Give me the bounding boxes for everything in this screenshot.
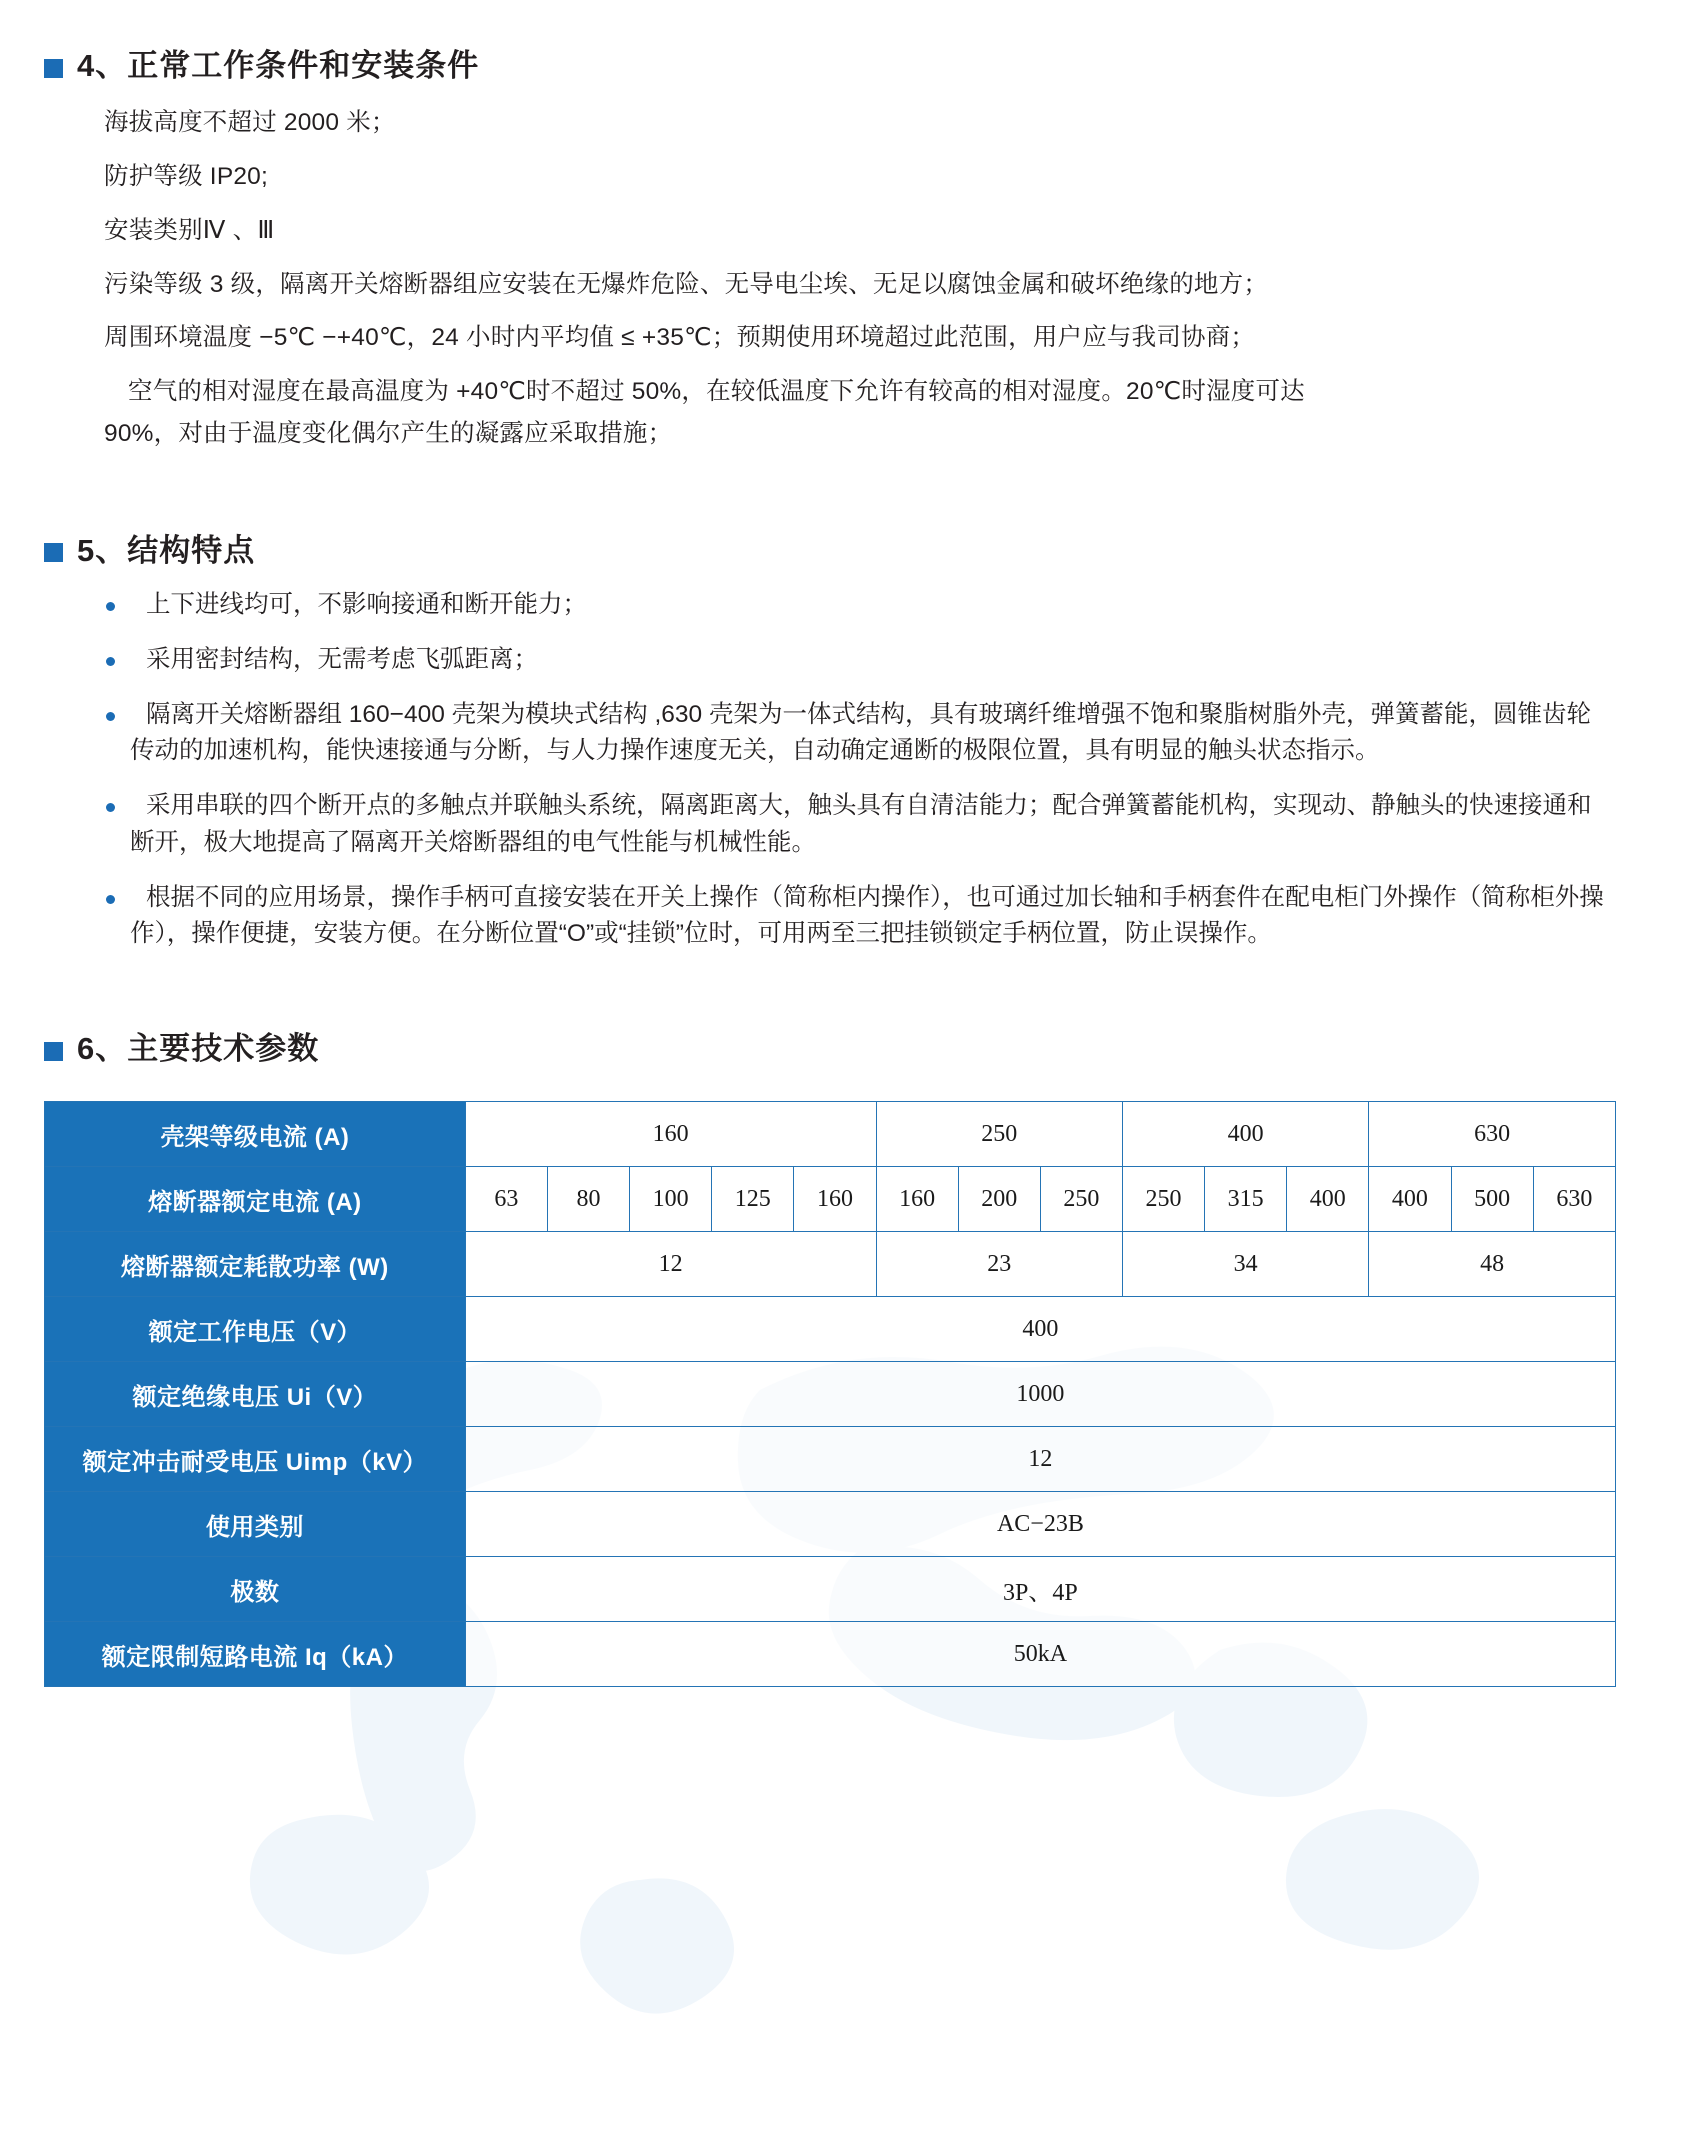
table-cell: 63 — [465, 1167, 547, 1232]
table-row — [45, 1427, 1616, 1492]
bullet-dot-icon — [106, 657, 115, 666]
table-row — [45, 1492, 1616, 1557]
spacer — [44, 471, 1640, 531]
table-row — [45, 1297, 1616, 1362]
section-5-title: 5、结构特点 — [77, 532, 256, 568]
paragraph: 空气的相对湿度在最高温度为 +40℃时不超过 50%，在较低温度下允许有较高的相对湿度。20℃时湿度可达 — [128, 378, 1305, 406]
table-cell: 34 — [1122, 1232, 1368, 1297]
section-4-title: 4、正常工作条件和安装条件 — [77, 48, 480, 83]
row-label: 熔断器额定耗散功率 (W) — [45, 1232, 466, 1297]
list-item-text: 上下进线均可，不影响接通和断开能力； — [146, 591, 587, 619]
section-4-body — [44, 106, 1640, 451]
table-cell: 200 — [958, 1167, 1040, 1232]
row-label: 极数 — [45, 1557, 466, 1622]
section-heading-6 — [44, 1029, 1640, 1069]
table-cell: 48 — [1369, 1232, 1616, 1297]
list-item — [96, 642, 1606, 679]
table-cell: 250 — [1040, 1167, 1122, 1232]
spacer — [44, 971, 1640, 1029]
paragraph: 海拔高度不超过 2000 米； — [104, 109, 396, 137]
list-item — [96, 880, 1606, 954]
bullet-square-icon — [44, 59, 63, 78]
table-cell: 630 — [1533, 1167, 1615, 1232]
row-label: 额定绝缘电压 Ui（V） — [45, 1362, 466, 1427]
bullet-dot-icon — [106, 602, 115, 611]
paragraph: 防护等级 IP20; — [104, 163, 269, 191]
table-cell: 400 — [465, 1297, 1615, 1362]
row-label: 额定工作电压（V） — [45, 1297, 466, 1362]
table-cell: 400 — [1122, 1102, 1368, 1167]
table-cell: 315 — [1205, 1167, 1287, 1232]
table-cell: 80 — [547, 1167, 629, 1232]
table-row — [45, 1622, 1616, 1687]
table-cell: 250 — [1122, 1167, 1204, 1232]
table-cell: 160 — [465, 1102, 876, 1167]
table-row — [45, 1362, 1616, 1427]
bullet-dot-icon — [106, 712, 115, 721]
table-row — [45, 1167, 1616, 1232]
list-item — [96, 697, 1606, 771]
list-item — [96, 788, 1606, 862]
section-heading-4 — [44, 46, 1640, 86]
bullet-square-icon — [44, 1042, 63, 1061]
paragraph: 安装类别Ⅳ 、Ⅲ — [104, 216, 275, 244]
table-cell: 12 — [465, 1427, 1615, 1492]
list-item-text: 隔离开关熔断器组 160−400 壳架为模块式结构 ,630 壳架为一体式结构，具有玻璃纤维增强不饱和聚脂树脂外壳，弹簧蓄能，圆锥齿轮传动的加速机构，能快速接通与分断，与人力操作速度无关，自动确定通断的极限位置，具有明显的触头状态指示。 — [130, 700, 1591, 765]
table-cell: 125 — [712, 1167, 794, 1232]
list-item-text: 根据不同的应用场景，操作手柄可直接安装在开关上操作（简称柜内操作），也可通过加长轴和手柄套件在配电柜门外操作（简称柜外操作），操作便捷，安装方便。在分断位置“O”或“挂锁”位时，可用两至三把挂锁锁定手柄位置，防止误操作。 — [130, 883, 1604, 948]
table-row — [45, 1102, 1616, 1167]
table-cell: 1000 — [465, 1362, 1615, 1427]
paragraph: 90%，对由于温度变化偶尔产生的凝露应采取措施； — [104, 419, 673, 447]
table-row — [45, 1232, 1616, 1297]
table-cell: 160 — [876, 1167, 958, 1232]
technical-parameters-table — [44, 1101, 1616, 1687]
list-item-text: 采用串联的四个断开点的多触点并联触头系统，隔离距离大，触头具有自清洁能力；配合弹簧蓄能机构，实现动、静触头的快速接通和断开，极大地提高了隔离开关熔断器组的电气性能与机械性能。 — [130, 792, 1592, 856]
table-cell: 160 — [794, 1167, 876, 1232]
spec-table-body — [45, 1102, 1616, 1687]
table-cell: 23 — [876, 1232, 1122, 1297]
table-cell: 500 — [1451, 1167, 1533, 1232]
row-label: 熔断器额定电流 (A) — [45, 1167, 466, 1232]
table-cell: 50kA — [465, 1622, 1615, 1687]
bullet-square-icon — [44, 543, 63, 562]
table-cell: 630 — [1369, 1102, 1616, 1167]
spec-table-wrapper — [44, 1101, 1640, 1687]
table-cell: 100 — [630, 1167, 712, 1232]
row-label: 额定冲击耐受电压 Uimp（kV） — [45, 1427, 466, 1492]
section-heading-5 — [44, 531, 1640, 571]
section-6-title: 6、主要技术参数 — [77, 1031, 320, 1067]
list-item — [96, 587, 1606, 624]
bullet-dot-icon — [106, 895, 115, 904]
table-cell: 400 — [1287, 1167, 1369, 1232]
row-label: 使用类别 — [45, 1492, 466, 1557]
row-label: 壳架等级电流 (A) — [45, 1102, 466, 1167]
list-item-text: 采用密封结构，无需考虑飞弧距离； — [146, 645, 538, 673]
paragraph: 周围环境温度 −5℃ −+40℃，24 小时内平均值 ≤ +35℃；预期使用环境超过此范围，用户应与我司协商； — [104, 324, 1256, 352]
bullet-dot-icon — [106, 803, 115, 812]
section-5-body — [44, 587, 1640, 953]
table-row — [45, 1557, 1616, 1622]
row-label: 额定限制短路电流 Iq（kA） — [45, 1622, 466, 1687]
table-cell: 12 — [465, 1232, 876, 1297]
table-cell: 400 — [1369, 1167, 1451, 1232]
paragraph: 污染等级 3 级，隔离开关熔断器组应安装在无爆炸危险、无导电尘埃、无足以腐蚀金属和破坏绝缘的地方； — [104, 270, 1269, 298]
table-cell: 250 — [876, 1102, 1122, 1167]
table-cell: 3P、4P — [465, 1557, 1615, 1622]
table-cell: AC−23B — [465, 1492, 1615, 1557]
